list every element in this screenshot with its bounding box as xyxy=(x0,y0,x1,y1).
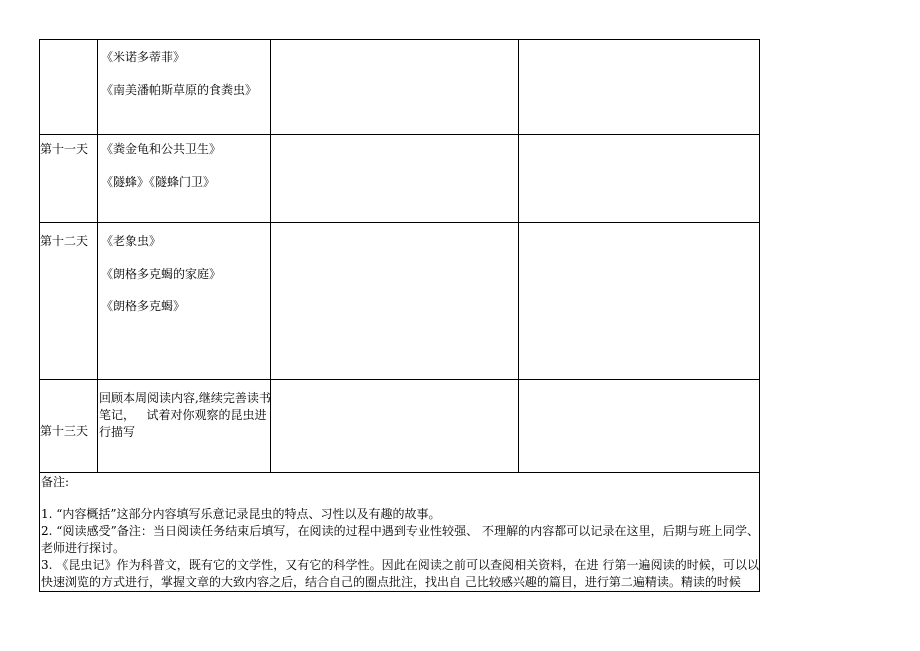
note-item: 2. “阅读感受”备注：当日阅读任务结束后填写，在阅读的过程中遇到专业性较强、 不理解的内容都可以记录在这里，后期与班上同学、老师进行探讨。 xyxy=(41,524,759,555)
reading-plan-table xyxy=(39,39,760,592)
reading-content-cell xyxy=(97,223,270,379)
day-cell xyxy=(40,40,97,134)
day-cell xyxy=(40,223,97,379)
table-row xyxy=(40,135,759,223)
notes-title: 备注: xyxy=(41,475,70,489)
reading-feeling-cell[interactable] xyxy=(518,223,761,379)
day-label: 第十一天 xyxy=(40,142,89,156)
content-summary-cell[interactable] xyxy=(270,223,518,379)
reading-feeling-cell[interactable] xyxy=(518,380,761,472)
day-cell xyxy=(40,135,97,222)
reading-feeling-cell[interactable] xyxy=(518,135,761,222)
table-row xyxy=(40,223,759,380)
day-cell xyxy=(40,380,97,472)
note-item: 3. 《昆虫记》作为科普文，既有它的文学性，又有它的科学性。因此在阅读之前可以查阅相关资料，在进 行第一遍阅读的时候，可以以快速浏览的方式进行，掌握文章的大致内容之后，结合自己的圈点批注，找出自 己比较感兴趣的篇目，进行第二遍精读。精读的时候 xyxy=(41,558,759,589)
reading-content-cell xyxy=(97,380,270,472)
content-summary-cell[interactable] xyxy=(270,135,518,222)
book-title: 《粪金龟和公共卫生》 xyxy=(101,142,222,156)
day-label: 第十二天 xyxy=(40,234,89,248)
reading-feeling-cell[interactable] xyxy=(518,40,761,134)
reading-content-cell xyxy=(97,40,270,134)
day-label: 第十三天 xyxy=(40,424,89,438)
reading-content-cell xyxy=(97,135,270,222)
book-title: 《朗格多克蝎的家庭》 xyxy=(101,267,222,281)
content-summary-cell[interactable] xyxy=(270,380,518,472)
table-row xyxy=(40,40,759,135)
book-title: 《朗格多克蝎》 xyxy=(101,299,186,313)
book-title: 《南美潘帕斯草原的食粪虫》 xyxy=(101,83,258,97)
book-title: 《老象虫》 xyxy=(101,234,162,248)
notes-section xyxy=(40,469,759,593)
review-task-text: 回顾本周阅读内容,继续完善读书笔记， 试着对你观察的昆虫进行描写 xyxy=(99,391,271,439)
table-row xyxy=(40,380,759,473)
content-summary-cell[interactable] xyxy=(270,40,518,134)
book-title: 《隧蜂》《隧蜂门卫》 xyxy=(101,175,216,189)
book-title: 《米诺多蒂菲》 xyxy=(101,50,186,64)
note-item: 1. “内容概括”这部分内容填写乐意记录昆虫的特点、习性以及有趣的故事。 xyxy=(41,507,441,521)
